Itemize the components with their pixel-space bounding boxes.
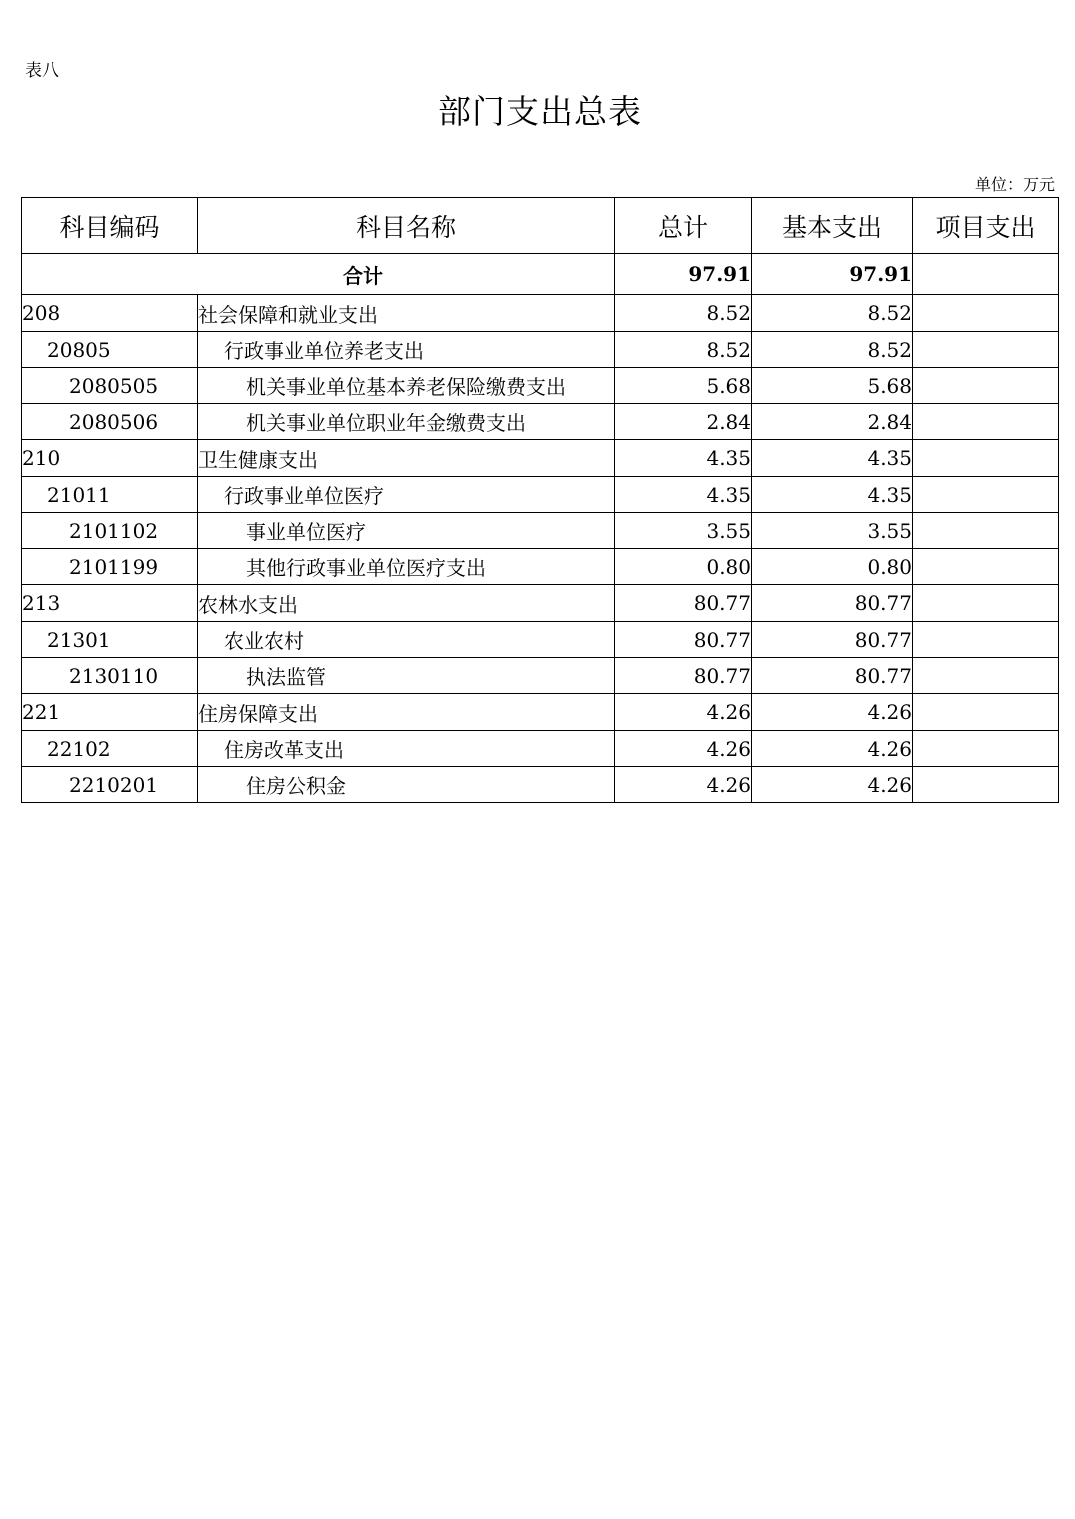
- header-name: 科目名称: [198, 198, 615, 254]
- row-name: 卫生健康支出: [198, 440, 615, 477]
- row-name: 机关事业单位基本养老保险缴费支出: [198, 368, 615, 404]
- total-total: 97.91: [615, 254, 752, 295]
- row-total: 4.26: [615, 767, 752, 803]
- row-project: [913, 585, 1059, 622]
- table-row: [22, 767, 1059, 803]
- row-basic: 4.35: [752, 440, 913, 477]
- row-project: [913, 731, 1059, 767]
- table-row: [22, 295, 1059, 332]
- table-row: [22, 477, 1059, 513]
- row-total: 4.26: [615, 694, 752, 731]
- row-name: 住房公积金: [198, 767, 615, 803]
- header-project: 项目支出: [913, 198, 1059, 254]
- row-total: 0.80: [615, 549, 752, 585]
- row-code: 2101199: [22, 549, 198, 585]
- row-project: [913, 767, 1059, 803]
- row-basic: 2.84: [752, 404, 913, 440]
- row-total: 80.77: [615, 658, 752, 694]
- row-code: 21301: [22, 622, 198, 658]
- row-basic: 80.77: [752, 622, 913, 658]
- row-project: [913, 295, 1059, 332]
- total-label: 合计: [22, 254, 615, 295]
- row-basic: 4.26: [752, 767, 913, 803]
- row-name: 执法监管: [198, 658, 615, 694]
- row-name: 农林水支出: [198, 585, 615, 622]
- row-name: 其他行政事业单位医疗支出: [198, 549, 615, 585]
- table-row: [22, 440, 1059, 477]
- row-code: 22102: [22, 731, 198, 767]
- row-total: 80.77: [615, 585, 752, 622]
- row-project: [913, 368, 1059, 404]
- row-project: [913, 513, 1059, 549]
- row-total: 80.77: [615, 622, 752, 658]
- row-code: 210: [22, 440, 198, 477]
- row-code: 2080506: [22, 404, 198, 440]
- table-row: [22, 332, 1059, 368]
- table-row: [22, 694, 1059, 731]
- total-row: [22, 254, 1059, 295]
- row-total: 8.52: [615, 332, 752, 368]
- row-project: [913, 477, 1059, 513]
- row-code: 2101102: [22, 513, 198, 549]
- table-row: [22, 513, 1059, 549]
- row-basic: 0.80: [752, 549, 913, 585]
- row-name: 住房改革支出: [198, 731, 615, 767]
- row-basic: 4.26: [752, 731, 913, 767]
- row-code: 2080505: [22, 368, 198, 404]
- row-project: [913, 549, 1059, 585]
- row-total: 4.35: [615, 440, 752, 477]
- row-name: 行政事业单位医疗: [198, 477, 615, 513]
- header-basic: 基本支出: [752, 198, 913, 254]
- row-total: 4.35: [615, 477, 752, 513]
- row-code: 21011: [22, 477, 198, 513]
- row-project: [913, 622, 1059, 658]
- header-row: [22, 198, 1059, 254]
- total-project: [913, 254, 1059, 295]
- row-total: 3.55: [615, 513, 752, 549]
- table-row: [22, 658, 1059, 694]
- row-total: 2.84: [615, 404, 752, 440]
- row-basic: 8.52: [752, 332, 913, 368]
- table-number-label: 表八: [25, 61, 59, 81]
- row-basic: 3.55: [752, 513, 913, 549]
- header-total: 总计: [615, 198, 752, 254]
- row-project: [913, 694, 1059, 731]
- row-name: 机关事业单位职业年金缴费支出: [198, 404, 615, 440]
- table-row: [22, 731, 1059, 767]
- table-row: [22, 585, 1059, 622]
- row-basic: 4.26: [752, 694, 913, 731]
- row-basic: 80.77: [752, 658, 913, 694]
- row-name: 农业农村: [198, 622, 615, 658]
- row-code: 221: [22, 694, 198, 731]
- header-code: 科目编码: [22, 198, 198, 254]
- row-project: [913, 404, 1059, 440]
- row-name: 住房保障支出: [198, 694, 615, 731]
- row-code: 20805: [22, 332, 198, 368]
- row-code: 2130110: [22, 658, 198, 694]
- page-title: 部门支出总表: [438, 92, 642, 131]
- row-code: 213: [22, 585, 198, 622]
- row-total: 4.26: [615, 731, 752, 767]
- row-code: 208: [22, 295, 198, 332]
- table-row: [22, 404, 1059, 440]
- row-total: 5.68: [615, 368, 752, 404]
- row-basic: 80.77: [752, 585, 913, 622]
- total-basic: 97.91: [752, 254, 913, 295]
- unit-label: 单位：万元: [974, 175, 1055, 194]
- row-code: 2210201: [22, 767, 198, 803]
- row-basic: 4.35: [752, 477, 913, 513]
- row-name: 社会保障和就业支出: [198, 295, 615, 332]
- row-total: 8.52: [615, 295, 752, 332]
- row-project: [913, 440, 1059, 477]
- row-name: 事业单位医疗: [198, 513, 615, 549]
- expenditure-table: [21, 197, 1059, 803]
- row-basic: 8.52: [752, 295, 913, 332]
- row-project: [913, 658, 1059, 694]
- table-row: [22, 549, 1059, 585]
- table-row: [22, 622, 1059, 658]
- row-name: 行政事业单位养老支出: [198, 332, 615, 368]
- row-project: [913, 332, 1059, 368]
- table-row: [22, 368, 1059, 404]
- row-basic: 5.68: [752, 368, 913, 404]
